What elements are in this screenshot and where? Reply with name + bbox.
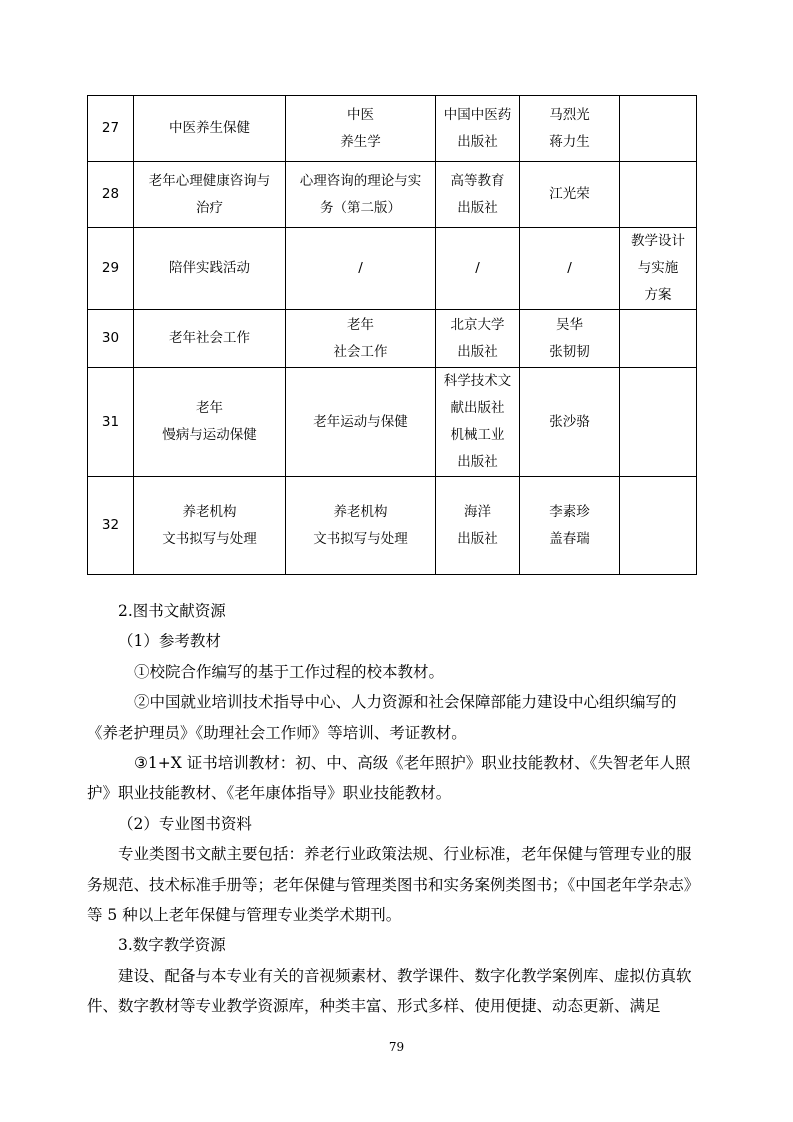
cell-text-line: 中国中医药 [443, 106, 512, 123]
list-item-3-line-1: ③1+X 证书培训教材：初、中、高级《老年照护》职业技能教材、《失智老年人照 [134, 754, 691, 773]
cell-text-line: 科学技术文 [443, 373, 512, 389]
cell-author [520, 228, 620, 310]
cell-no: 28 [88, 162, 134, 228]
cell-no: 31 [88, 368, 134, 477]
cell-author [520, 477, 620, 575]
cell-text-line: 中医 [347, 106, 374, 123]
list-item-1: ①校院合作编写的基于工作过程的校本教材。 [134, 662, 445, 681]
cell-textbook [286, 310, 436, 368]
cell-text-line: 务（第二版） [320, 199, 401, 216]
cell-course [134, 228, 286, 310]
table-row [88, 162, 697, 228]
cell-publisher [436, 228, 520, 310]
table-row [88, 310, 697, 368]
cell-remark [620, 310, 697, 368]
table-row [88, 96, 697, 162]
cell-author [520, 162, 620, 228]
cell-no: 27 [88, 96, 134, 162]
cell-text-line: 海洋 [464, 503, 491, 520]
cell-text-line: / [358, 260, 363, 276]
cell-course [134, 162, 286, 228]
cell-text-line: 老年社会工作 [169, 330, 250, 346]
table-row [88, 477, 697, 575]
cell-course [134, 477, 286, 575]
cell-text-line: 方案 [644, 287, 672, 303]
cell-text-line: 出版社 [457, 133, 498, 150]
cell-textbook [286, 96, 436, 162]
cell-text-line: 陪伴实践活动 [169, 260, 250, 276]
body-text [87, 596, 699, 1022]
cell-text-line: 老年运动与保健 [313, 413, 408, 430]
cell-no: 29 [88, 228, 134, 310]
cell-text-line: / [475, 260, 480, 276]
cell-remark [620, 96, 697, 162]
subheading-professional-books: （2）专业图书资料 [118, 814, 252, 833]
page-number: 79 [388, 1040, 405, 1054]
cell-no: 30 [88, 310, 134, 368]
cell-publisher [436, 477, 520, 575]
cell-no: 32 [88, 477, 134, 575]
cell-text-line: 养老机构 [182, 503, 237, 520]
cell-text-line: 高等教育 [450, 172, 505, 189]
cell-text-line: 老年心理健康咨询与 [148, 172, 271, 189]
cell-text-line: 张沙骆 [549, 413, 590, 430]
cell-text-line: 慢病与运动保健 [162, 427, 257, 443]
cell-textbook [286, 228, 436, 310]
cell-text-line: 吴华 [556, 316, 583, 333]
cell-textbook [286, 477, 436, 575]
cell-publisher [436, 310, 520, 368]
cell-text-line: 教学设计 [631, 233, 685, 249]
cell-text-line: 出版社 [457, 343, 498, 360]
cell-text-line: 盖春瑞 [549, 530, 590, 547]
cell-text-line: 文书拟写与处理 [162, 530, 257, 547]
cell-course [134, 96, 286, 162]
list-item-2-line-2: 《养老护理员》《助理社会工作师》等培训、考证教材。 [87, 723, 467, 742]
cell-text-line: 社会工作 [333, 343, 388, 360]
cell-text-line: 出版社 [457, 530, 498, 547]
cell-text-line: 与实施 [637, 260, 679, 276]
cell-publisher [436, 162, 520, 228]
cell-author [520, 96, 620, 162]
cell-text-line: 北京大学 [450, 316, 505, 333]
cell-course [134, 310, 286, 368]
cell-text-line: 中医养生保健 [169, 120, 250, 136]
cell-text-line: 江光荣 [549, 186, 590, 202]
cell-remark [620, 228, 697, 310]
section-heading-library: 2.图书文献资源 [118, 602, 226, 620]
subheading-reference-textbooks: （1）参考教材 [118, 632, 221, 651]
list-item-2-line-1: ②中国就业培训技术指导中心、人力资源和社会保障部能力建设中心组织编写的 [134, 693, 677, 712]
table-row [88, 368, 697, 477]
cell-remark [620, 368, 697, 477]
textbook-table [87, 95, 697, 575]
cell-text-line: 养老机构 [333, 503, 388, 520]
cell-text-line: 出版社 [457, 199, 498, 216]
paragraph-professional-books: 专业类图书文献主要包括：养老行业政策法规、行业标准，老年保健与管理专业的服务规范、技术标准手册等；老年保健与管理类图书和实务案例类图书；《中国老年学杂志》等 5 种以上老年保健与管理专业类学术期刊。 [87, 845, 692, 925]
section-heading-digital: 3.数字教学资源 [118, 936, 226, 955]
cell-textbook [286, 162, 436, 228]
paragraph-digital-resources: 建设、配备与本专业有关的音视频素材、教学课件、数字化教学案例库、虚拟仿真软件、数字教材等专业教学资源库，种类丰富、形式多样、使用便捷、动态更新、满足 [87, 966, 692, 1016]
cell-remark [620, 477, 697, 575]
cell-text-line: / [567, 260, 572, 276]
cell-text-line: 心理咨询的理论与实 [299, 172, 422, 189]
cell-text-line: 献出版社 [450, 400, 505, 416]
cell-text-line: 老年 [347, 316, 374, 333]
table-row [88, 228, 697, 310]
cell-text-line: 文书拟写与处理 [313, 530, 408, 547]
cell-text-line: 治疗 [196, 199, 223, 216]
cell-publisher [436, 368, 520, 477]
cell-text-line: 马烈光 [549, 106, 590, 123]
cell-publisher [436, 96, 520, 162]
cell-author [520, 368, 620, 477]
cell-remark [620, 162, 697, 228]
cell-text-line: 养生学 [340, 133, 381, 150]
cell-text-line: 张韧韧 [549, 343, 590, 360]
cell-text-line: 老年 [196, 400, 223, 416]
cell-author [520, 310, 620, 368]
cell-text-line: 蒋力生 [549, 133, 590, 150]
table-body [88, 96, 697, 575]
cell-text-line: 机械工业 [450, 427, 505, 443]
cell-text-line: 李素珍 [549, 503, 590, 520]
cell-textbook [286, 368, 436, 477]
list-item-3-line-2: 护》职业技能教材、《老年康体指导》职业技能教材。 [87, 784, 452, 803]
cell-course [134, 368, 286, 477]
cell-text-line: 出版社 [457, 454, 498, 470]
